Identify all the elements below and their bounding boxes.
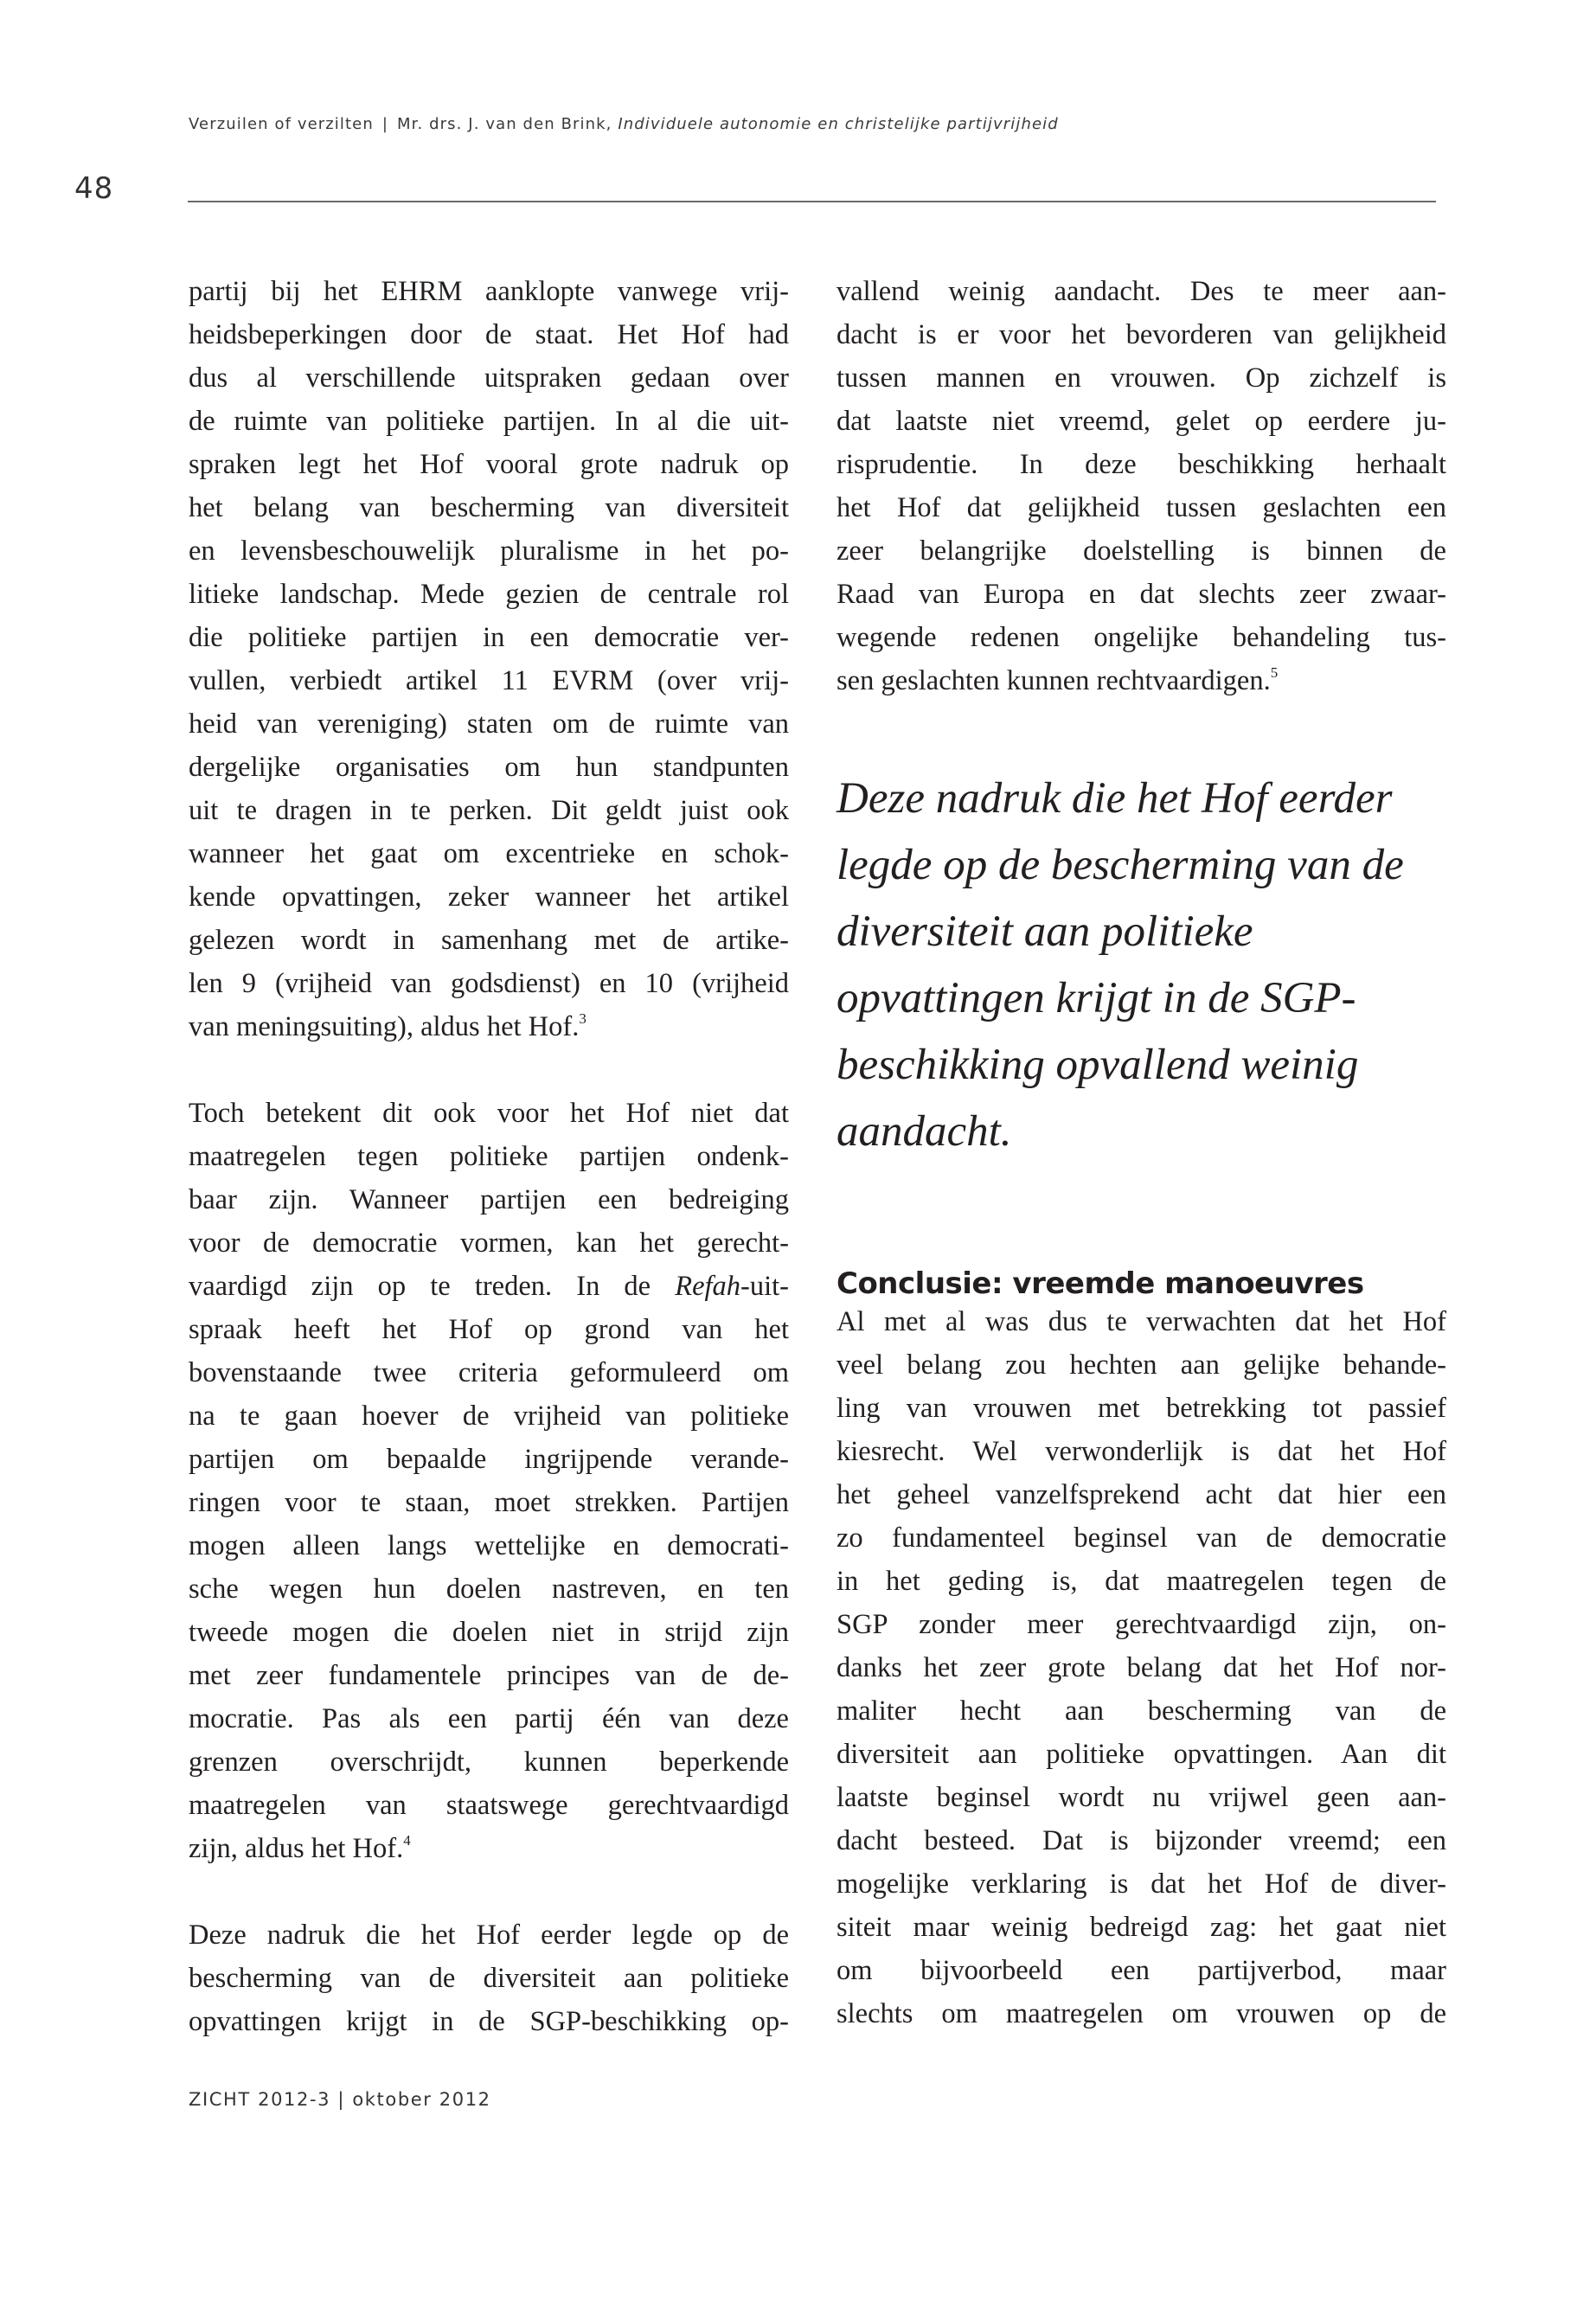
text-line: uit te dragen in te perken. Dit geldt juist ook [189,795,789,826]
text-line: ling van vrouwen met betrekking tot passief [836,1393,1446,1424]
line-text: vaardigd zijn op te treden. In de [189,1271,676,1302]
footnote-ref-4[interactable]: 4 [403,1832,411,1849]
text-line: spraken legt het Hof vooral grote nadruk op [189,449,789,480]
pull-quote-line: Deze nadruk die het Hof eerder [836,774,1393,823]
text-line: maatregelen van staatswege gerechtvaardigd [189,1790,789,1821]
text-line: dus al verschillende uitspraken gedaan over [189,362,789,394]
line-text: sen geslachten kunnen rechtvaardigen. [836,665,1271,696]
text-line: danks het zeer grote belang dat het Hof nor- [836,1652,1446,1683]
text-line: partij bij het EHRM aanklopte vanwege vrij- [189,276,789,307]
text-line: dat laatste niet vreemd, gelet op eerdere ju- [836,406,1446,437]
text-line: siteit maar weinig bedreigd zag: het gaat niet [836,1912,1446,1943]
text-line: mocratie. Pas als een partij één van deze [189,1703,789,1734]
line-text: zijn, aldus het Hof. [189,1833,404,1864]
pull-quote-line: diversiteit aan politieke [836,907,1253,956]
text-line: grenzen overschrijdt, kunnen beperkende [189,1747,789,1778]
case-name-italic: Refah [675,1271,741,1302]
text-line [189,1005,789,1048]
text-line: die politieke partijen in een democratie ver- [189,622,789,653]
text-line: Raad van Europa en dat slechts zeer zwaar- [836,579,1446,610]
text-line: SGP zonder meer gerechtvaardigd zijn, on- [836,1609,1446,1640]
text-line: met zeer fundamentele principes van de de- [189,1660,789,1691]
text-line: partijen om bepaalde ingrijpende verande- [189,1444,789,1475]
text-line: wegende redenen ongelijke behandeling tus- [836,622,1446,653]
header-rule-divider [188,201,1436,202]
right-column [836,270,1446,2069]
text-line: Deze nadruk die het Hof eerder legde op de [189,1920,789,1951]
text-line: dacht besteed. Dat is bijzonder vreemd; een [836,1825,1446,1856]
pull-quote-line: aandacht. [836,1107,1012,1156]
text-line: risprudentie. In deze beschikking herhaalt [836,449,1446,480]
text-line: vullen, verbiedt artikel 11 EVRM (over vrij- [189,665,789,696]
text-line [836,659,1446,702]
left-column [189,270,789,2069]
text-line: opvattingen krijgt in de SGP-beschikking op- [189,2006,789,2037]
running-header [189,113,1140,136]
footnote-ref-3[interactable]: 3 [579,1010,586,1027]
header-separator: | [381,115,389,133]
text-line: heidsbeperkingen door de staat. Het Hof had [189,319,789,350]
text-line: voor de democratie vormen, kan het gerecht- [189,1227,789,1259]
page-number: 48 [74,171,114,206]
pull-quote-line: opvattingen krijgt in de SGP- [836,974,1356,1022]
text-line: diversiteit aan politieke opvattingen. Aan dit [836,1739,1446,1770]
text-line: tweede mogen die doelen niet in strijd zijn [189,1617,789,1648]
text-line: veel belang zou hechten aan gelijke behande- [836,1349,1446,1381]
text-line: dacht is er voor het bevorderen van gelijkheid [836,319,1446,350]
header-section-name: Verzuilen of verzilten [189,115,374,133]
footnote-ref-5[interactable]: 5 [1270,664,1279,681]
text-line: de ruimte van politieke partijen. In al die uit- [189,406,789,437]
text-line: na te gaan hoever de vrijheid van politieke [189,1400,789,1432]
text-line: dergelijke organisaties om hun standpunten [189,752,789,783]
text-line: en levensbeschouwelijk pluralisme in het po- [189,535,789,567]
text-line [189,1827,789,1870]
text-line: mogen alleen langs wettelijke en democrati- [189,1530,789,1561]
text-line: laatste beginsel wordt nu vrijwel geen aan- [836,1782,1446,1813]
text-line: wanneer het gaat om excentrieke en schok- [189,838,789,869]
text-line: zeer belangrijke doelstelling is binnen de [836,535,1446,567]
text-line: maliter hecht aan bescherming van de [836,1695,1446,1727]
text-line [189,1265,789,1308]
text-line: zo fundamenteel beginsel van de democratie [836,1522,1446,1554]
text-line: vallend weinig aandacht. Des te meer aan- [836,276,1446,307]
text-line: bovenstaande twee criteria geformuleerd om [189,1357,789,1388]
text-line: sche wegen hun doelen nastreven, en ten [189,1574,789,1605]
pull-quote-line: legde op de bescherming van de [836,841,1404,889]
text-line: gelezen wordt in samenhang met de artike- [189,925,789,956]
section-heading: Conclusie: vreemde manoeuvres [836,1266,1364,1301]
header-article-title: Individuele autonomie en christelijke partijvrijheid [618,115,1059,133]
text-line: Toch betekent dit ook voor het Hof niet dat [189,1098,789,1129]
line-text: van meningsuiting), aldus het Hof. [189,1011,580,1042]
line-text: -uit- [740,1271,789,1302]
running-footer: ZICHT 2012-3 | oktober 2012 [189,2089,491,2110]
text-line: kende opvattingen, zeker wanneer het artikel [189,881,789,913]
text-line: mogelijke verklaring is dat het Hof de diver- [836,1868,1446,1900]
text-line: tussen mannen en vrouwen. Op zichzelf is [836,362,1446,394]
text-line: het Hof dat gelijkheid tussen geslachten een [836,492,1446,523]
text-line: slechts om maatregelen om vrouwen op de [836,1998,1446,2029]
text-line: het belang van bescherming van diversiteit [189,492,789,523]
text-line: het geheel vanzelfsprekend acht dat hier een [836,1479,1446,1510]
text-line: om bijvoorbeeld een partijverbod, maar [836,1955,1446,1986]
text-line: maatregelen tegen politieke partijen ondenk- [189,1141,789,1172]
text-line: spraak heeft het Hof op grond van het [189,1314,789,1345]
text-line: bescherming van de diversiteit aan politieke [189,1963,789,1994]
text-line: ringen voor te staan, moet strekken. Partijen [189,1487,789,1518]
header-author: Mr. drs. J. van den Brink, [397,115,612,133]
text-line: len 9 (vrijheid van godsdienst) en 10 (vrijheid [189,968,789,999]
text-line: litieke landschap. Mede gezien de centrale rol [189,579,789,610]
text-line: Al met al was dus te verwachten dat het Hof [836,1306,1446,1337]
pull-quote-line: beschikking opvallend weinig [836,1041,1359,1089]
text-line: in het geding is, dat maatregelen tegen de [836,1566,1446,1597]
text-line: baar zijn. Wanneer partijen een bedreiging [189,1184,789,1215]
text-line: heid van vereniging) staten om de ruimte van [189,708,789,740]
text-line: kiesrecht. Wel verwonderlijk is dat het Hof [836,1436,1446,1467]
